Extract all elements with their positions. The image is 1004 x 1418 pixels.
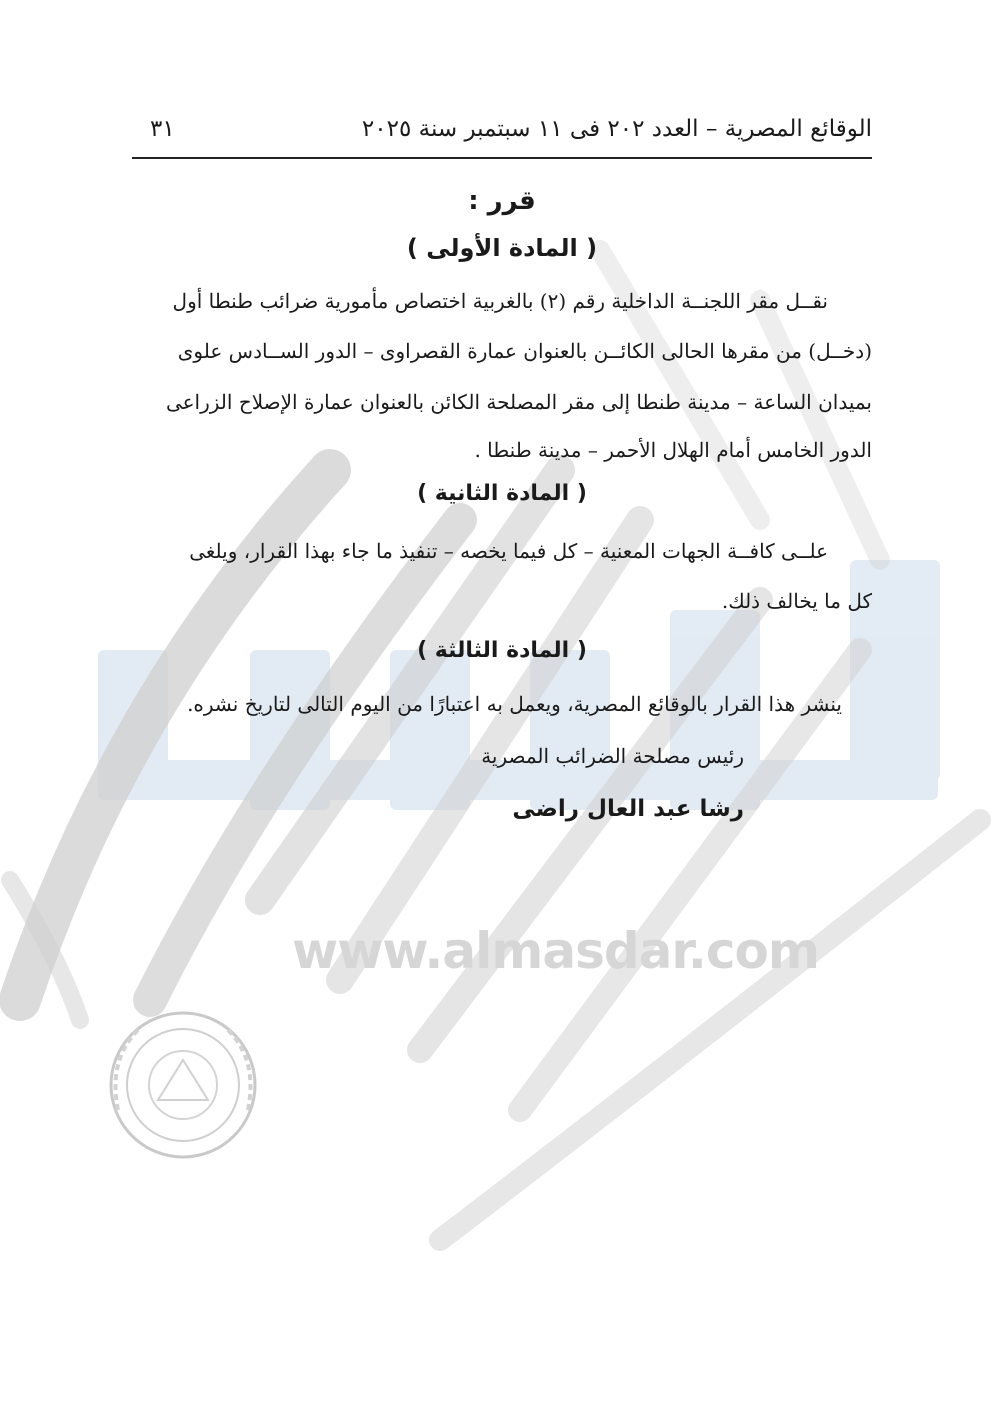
article-1-line: الدور الخامس أمام الهلال الأحمر – مدينة طنطا .: [474, 438, 872, 462]
gazette-issue-title: الوقائع المصرية – العدد ٢٠٢ فى ١١ سبتمبر سنة ٢٠٢٥: [361, 116, 872, 142]
article-1-heading: ( المادة الأولى ): [406, 234, 598, 262]
signer-title: رئيس مصلحة الضرائب المصرية: [481, 744, 744, 768]
article-1-line: (دخــل) من مقرها الحالى الكائــن بالعنوان عمارة القصراوى – الدور الســادس علوى: [177, 339, 872, 363]
article-2-line: علــى كافــة الجهات المعنية – كل فيما يخصه – تنفيذ ما جاء بهذا القرار، ويلغى: [189, 539, 828, 563]
article-1-line: بميدان الساعة – مدينة طنطا إلى مقر المصلحة الكائن بالعنوان عمارة الإصلاح الزراعى: [165, 390, 872, 414]
header-divider: [132, 157, 872, 159]
article-2-line: كل ما يخالف ذلك.: [721, 589, 872, 613]
article-2-heading: ( المادة الثانية ): [417, 481, 587, 506]
decided-heading: قرر :: [468, 186, 536, 216]
page-header: [132, 112, 872, 152]
watermark-url: www.almasdar.com: [292, 922, 819, 980]
article-1-line: نقــل مقر اللجنــة الداخلية رقم (٢) بالغربية اختصاص مأمورية ضرائب طنطا أول: [172, 289, 828, 313]
article-3-heading: ( المادة الثالثة ): [417, 638, 587, 663]
article-3-line: ينشر هذا القرار بالوقائع المصرية، ويعمل به اعتبارًا من اليوم التالى لتاريخ نشره.: [187, 692, 842, 716]
page-number: ٣١: [150, 116, 175, 142]
signer-name: رشا عبد العال راضى: [512, 796, 744, 822]
